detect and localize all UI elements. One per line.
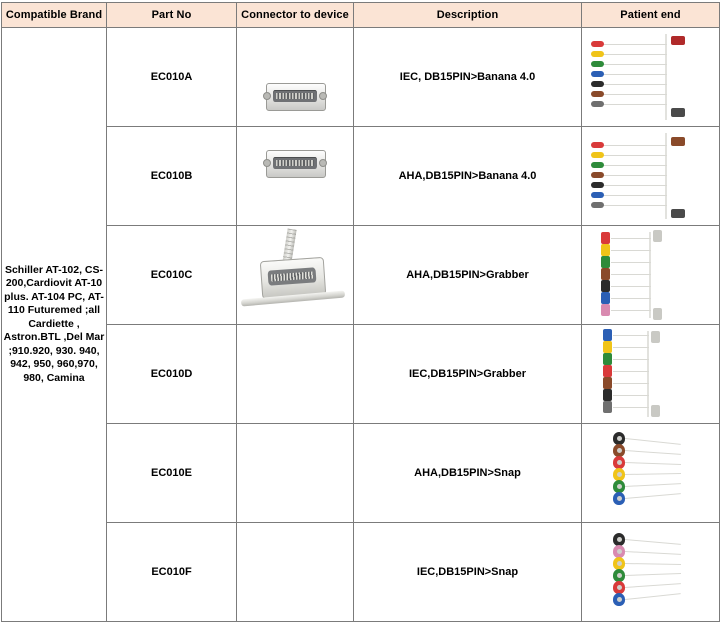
empty-connector-cell [237,523,353,621]
table-row [2,28,720,127]
empty-connector-cell [237,325,353,423]
compatible-brand-cell: Schiller AT-102, CS-200,Cardiovit AT-10 plus. AT-104 PC, AT-110 Futuremed ;all Cardiette , Astron.BTL ,Del Mar ;910.920, 930. 940, 942, 950, 960,970, 980, Camina [2,28,107,622]
header-patient-end: Patient end [582,3,720,28]
patient-end-cell [582,127,720,226]
patient-end-cell [582,325,720,424]
table-row [2,127,720,226]
grabber-lead-wires-icon [582,325,719,423]
empty-connector-cell [237,424,353,522]
header-part-no: Part No [107,3,237,28]
part-no-cell: EC010C [107,226,237,325]
table-header-row [2,3,720,28]
description-cell: AHA,DB15PIN>Snap [354,424,582,523]
patient-end-cell [582,226,720,325]
part-no-cell: EC010D [107,325,237,424]
patient-end-cell [582,523,720,622]
header-description: Description [354,3,582,28]
description-cell: IEC,DB15PIN>Grabber [354,325,582,424]
table-row [2,424,720,523]
description-cell: IEC, DB15PIN>Banana 4.0 [354,28,582,127]
part-no-cell: EC010E [107,424,237,523]
connector-cell [237,127,354,226]
table-row [2,226,720,325]
description-cell: AHA,DB15PIN>Grabber [354,226,582,325]
description-cell: IEC,DB15PIN>Snap [354,523,582,622]
catalog-sheet [0,2,720,630]
banana-lead-wires-icon [582,28,719,126]
table-row [2,523,720,622]
db15-cable-connector-icon [237,226,353,324]
connector-cell [237,28,354,127]
product-table [1,2,720,622]
banana-lead-wires-icon [582,127,719,225]
db15-connector-icon [237,127,353,225]
table-row [2,325,720,424]
part-no-cell: EC010F [107,523,237,622]
header-connector-to-device: Connector to device [237,3,354,28]
description-cell: AHA,DB15PIN>Banana 4.0 [354,127,582,226]
header-compatible-brand: Compatible Brand [2,3,107,28]
connector-cell [237,226,354,325]
part-no-cell: EC010A [107,28,237,127]
snap-lead-wires-icon [582,424,719,522]
grabber-lead-wires-icon [582,226,719,324]
connector-cell [237,523,354,622]
part-no-cell: EC010B [107,127,237,226]
db15-connector-icon [237,28,353,126]
patient-end-cell [582,424,720,523]
connector-cell [237,424,354,523]
patient-end-cell [582,28,720,127]
connector-cell [237,325,354,424]
snap-lead-wires-icon [582,523,719,621]
